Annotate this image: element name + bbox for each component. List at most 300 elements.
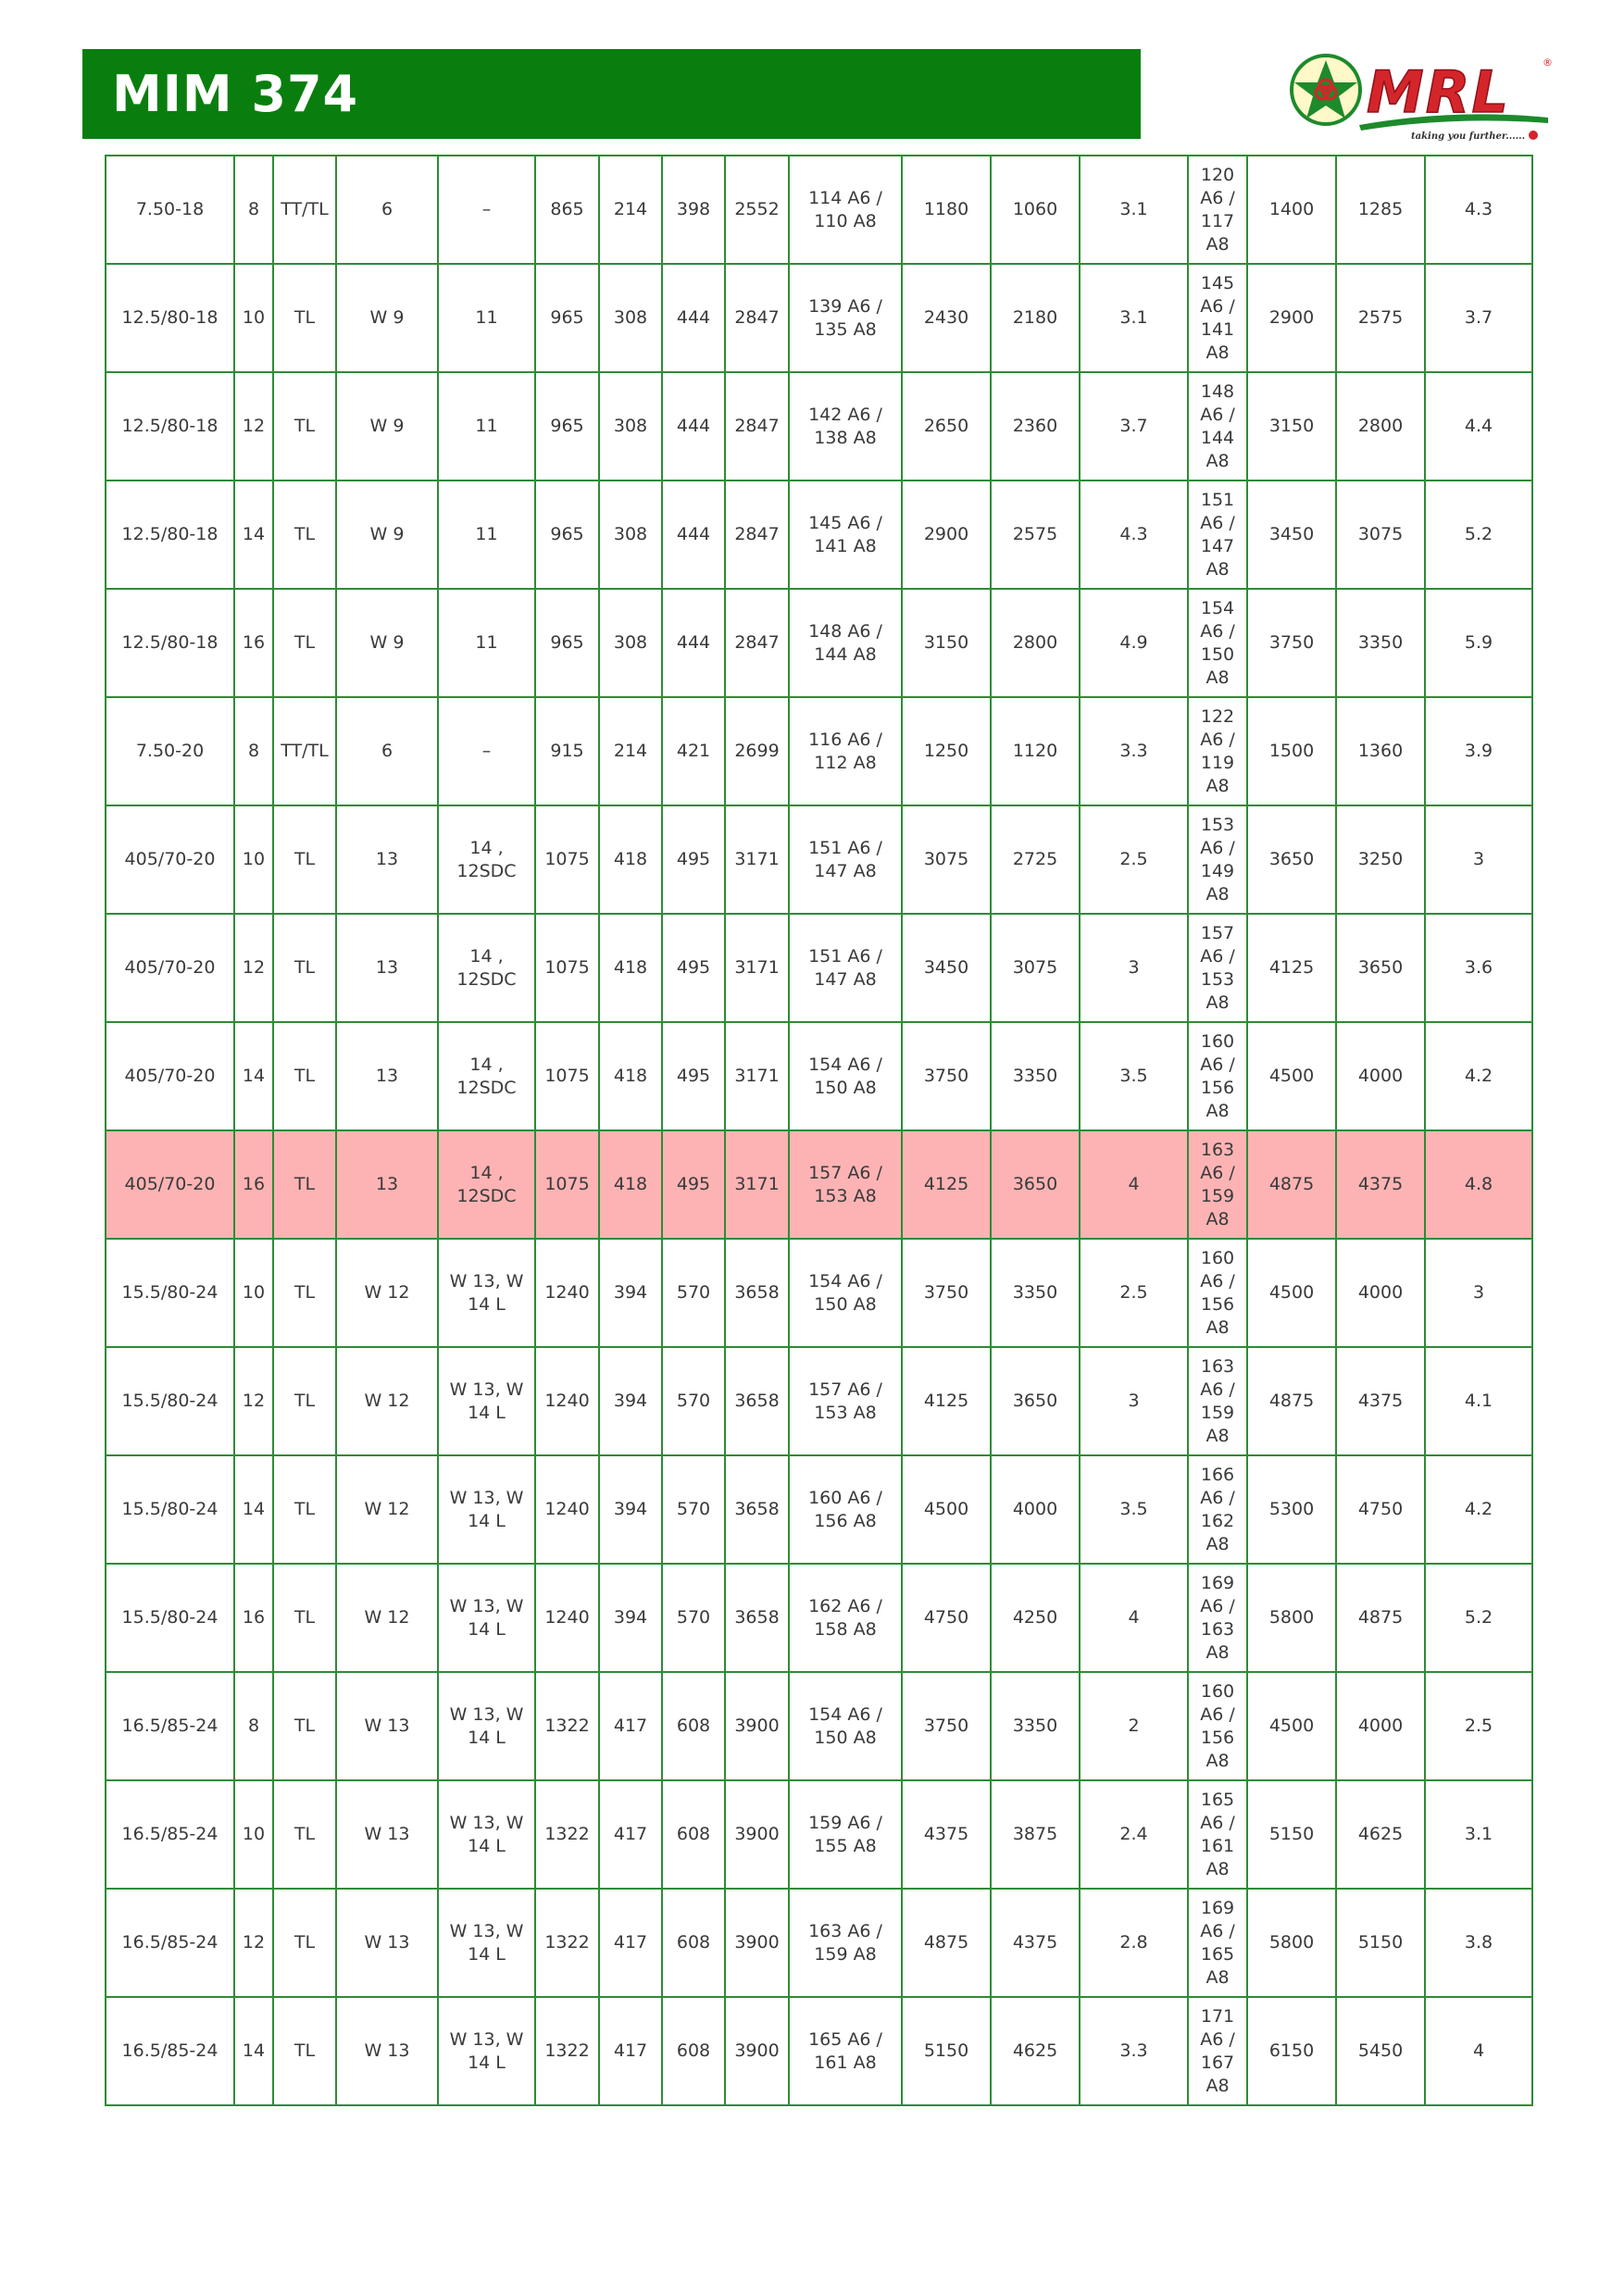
cell-load-a8: 4625	[991, 1997, 1080, 2105]
cell-load-index-b: 153 A6 / 149 A8	[1188, 805, 1247, 914]
cell-diameter: 915	[535, 697, 599, 805]
cell-alt-rim: 11	[438, 372, 535, 480]
table-row	[106, 1780, 1532, 1889]
table-row	[106, 914, 1532, 1022]
cell-size: 15.5/80-24	[106, 1239, 234, 1347]
cell-pressure-a: 3.1	[1080, 156, 1188, 264]
cell-load-b8: 3250	[1336, 805, 1425, 914]
cell-static-radius: 570	[662, 1564, 725, 1672]
cell-pressure-b: 3	[1425, 805, 1532, 914]
cell-load-b6: 3650	[1247, 805, 1336, 914]
cell-width: 308	[599, 264, 662, 372]
cell-pressure-b: 3.8	[1425, 1889, 1532, 1997]
cell-tube-type: TL	[273, 1672, 336, 1780]
cell-load-b8: 2575	[1336, 264, 1425, 372]
cell-width: 418	[599, 914, 662, 1022]
cell-load-b6: 4125	[1247, 914, 1336, 1022]
cell-size: 7.50-20	[106, 697, 234, 805]
cell-load-index-a: 114 A6 / 110 A8	[789, 156, 902, 264]
cell-ply-rating: 10	[234, 805, 273, 914]
cell-size: 16.5/85-24	[106, 1672, 234, 1780]
cell-tube-type: TL	[273, 1564, 336, 1672]
cell-pressure-b: 4	[1425, 1997, 1532, 2105]
cell-load-index-b: 145 A6 / 141 A8	[1188, 264, 1247, 372]
cell-load-index-b: 122 A6 / 119 A8	[1188, 697, 1247, 805]
cell-alt-rim: W 13, W 14 L	[438, 1564, 535, 1672]
cell-pressure-a: 4.9	[1080, 589, 1188, 697]
cell-load-a8: 4250	[991, 1564, 1080, 1672]
cell-pressure-a: 3.5	[1080, 1022, 1188, 1130]
cell-diameter: 1075	[535, 805, 599, 914]
cell-pressure-b: 4.2	[1425, 1022, 1532, 1130]
cell-rim: W 13	[336, 1889, 438, 1997]
svg-text:MRL: MRL	[1367, 58, 1510, 126]
table-row	[106, 1130, 1532, 1239]
table-row	[106, 1564, 1532, 1672]
cell-pressure-b: 3.6	[1425, 914, 1532, 1022]
cell-load-b8: 4625	[1336, 1780, 1425, 1889]
svg-text:®: ®	[1543, 56, 1553, 69]
table-row	[106, 372, 1532, 480]
cell-load-index-b: 160 A6 / 156 A8	[1188, 1672, 1247, 1780]
cell-rolling-circumference: 2552	[725, 156, 789, 264]
cell-load-index-b: 171 A6 / 167 A8	[1188, 1997, 1247, 2105]
cell-rolling-circumference: 3658	[725, 1347, 789, 1455]
cell-alt-rim: W 13, W 14 L	[438, 1455, 535, 1564]
table-row	[106, 1022, 1532, 1130]
cell-tube-type: TL	[273, 1239, 336, 1347]
table-body	[106, 156, 1532, 2105]
cell-static-radius: 570	[662, 1347, 725, 1455]
cell-load-a6: 3450	[902, 914, 991, 1022]
cell-load-b8: 1360	[1336, 697, 1425, 805]
cell-width: 417	[599, 1889, 662, 1997]
cell-tube-type: TT/TL	[273, 697, 336, 805]
cell-load-a8: 3350	[991, 1672, 1080, 1780]
cell-pressure-a: 4	[1080, 1564, 1188, 1672]
cell-ply-rating: 12	[234, 372, 273, 480]
cell-load-b6: 3750	[1247, 589, 1336, 697]
cell-pressure-a: 3.7	[1080, 372, 1188, 480]
cell-load-a6: 3750	[902, 1022, 991, 1130]
cell-size: 405/70-20	[106, 805, 234, 914]
cell-alt-rim: 11	[438, 480, 535, 589]
cell-size: 12.5/80-18	[106, 264, 234, 372]
cell-load-b8: 1285	[1336, 156, 1425, 264]
cell-diameter: 1075	[535, 914, 599, 1022]
cell-size: 405/70-20	[106, 1130, 234, 1239]
cell-pressure-b: 4.1	[1425, 1347, 1532, 1455]
cell-rolling-circumference: 3658	[725, 1239, 789, 1347]
cell-load-a6: 1180	[902, 156, 991, 264]
cell-static-radius: 444	[662, 589, 725, 697]
cell-static-radius: 421	[662, 697, 725, 805]
cell-rolling-circumference: 2847	[725, 589, 789, 697]
cell-pressure-b: 4.8	[1425, 1130, 1532, 1239]
cell-load-a6: 4125	[902, 1130, 991, 1239]
cell-static-radius: 495	[662, 805, 725, 914]
cell-rolling-circumference: 3900	[725, 1889, 789, 1997]
cell-rim: W 12	[336, 1564, 438, 1672]
cell-alt-rim: 14 , 12SDC	[438, 805, 535, 914]
cell-alt-rim: W 13, W 14 L	[438, 1347, 535, 1455]
cell-diameter: 1240	[535, 1239, 599, 1347]
cell-diameter: 1322	[535, 1780, 599, 1889]
cell-size: 12.5/80-18	[106, 480, 234, 589]
cell-alt-rim: 14 , 12SDC	[438, 1022, 535, 1130]
cell-static-radius: 398	[662, 156, 725, 264]
cell-alt-rim: –	[438, 697, 535, 805]
cell-tube-type: TT/TL	[273, 156, 336, 264]
cell-size: 12.5/80-18	[106, 589, 234, 697]
cell-width: 417	[599, 1672, 662, 1780]
cell-load-a8: 3875	[991, 1780, 1080, 1889]
cell-rim: W 13	[336, 1672, 438, 1780]
cell-load-index-a: 154 A6 / 150 A8	[789, 1022, 902, 1130]
cell-load-b8: 4375	[1336, 1130, 1425, 1239]
title-bar	[82, 49, 1141, 139]
cell-pressure-b: 3	[1425, 1239, 1532, 1347]
cell-rolling-circumference: 3900	[725, 1997, 789, 2105]
cell-load-a8: 4375	[991, 1889, 1080, 1997]
table-row	[106, 156, 1532, 264]
cell-load-index-b: 160 A6 / 156 A8	[1188, 1239, 1247, 1347]
cell-rim: W 9	[336, 372, 438, 480]
cell-size: 7.50-18	[106, 156, 234, 264]
cell-size: 16.5/85-24	[106, 1997, 234, 2105]
cell-diameter: 965	[535, 372, 599, 480]
cell-load-index-b: 120 A6 / 117 A8	[1188, 156, 1247, 264]
cell-load-b8: 3650	[1336, 914, 1425, 1022]
cell-rolling-circumference: 3658	[725, 1455, 789, 1564]
cell-load-index-a: 165 A6 / 161 A8	[789, 1997, 902, 2105]
cell-rolling-circumference: 3658	[725, 1564, 789, 1672]
cell-pressure-a: 2	[1080, 1672, 1188, 1780]
cell-load-a8: 2575	[991, 480, 1080, 589]
cell-diameter: 965	[535, 264, 599, 372]
cell-diameter: 1240	[535, 1455, 599, 1564]
cell-load-b8: 4375	[1336, 1347, 1425, 1455]
cell-load-b6: 6150	[1247, 1997, 1336, 2105]
cell-tube-type: TL	[273, 480, 336, 589]
cell-load-index-b: 163 A6 / 159 A8	[1188, 1347, 1247, 1455]
cell-load-b6: 5800	[1247, 1889, 1336, 1997]
cell-alt-rim: W 13, W 14 L	[438, 1889, 535, 1997]
cell-static-radius: 608	[662, 1672, 725, 1780]
cell-rim: 13	[336, 914, 438, 1022]
table-row	[106, 589, 1532, 697]
cell-ply-rating: 14	[234, 1022, 273, 1130]
cell-rolling-circumference: 3900	[725, 1780, 789, 1889]
cell-tube-type: TL	[273, 1347, 336, 1455]
cell-pressure-b: 2.5	[1425, 1672, 1532, 1780]
cell-tube-type: TL	[273, 1889, 336, 1997]
cell-ply-rating: 12	[234, 1347, 273, 1455]
cell-load-index-a: 160 A6 / 156 A8	[789, 1455, 902, 1564]
cell-load-a6: 4750	[902, 1564, 991, 1672]
cell-static-radius: 444	[662, 264, 725, 372]
cell-width: 394	[599, 1564, 662, 1672]
cell-width: 214	[599, 156, 662, 264]
cell-load-b6: 4875	[1247, 1347, 1336, 1455]
cell-rim: W 13	[336, 1997, 438, 2105]
cell-size: 16.5/85-24	[106, 1889, 234, 1997]
cell-rolling-circumference: 3171	[725, 805, 789, 914]
cell-load-a6: 5150	[902, 1997, 991, 2105]
cell-static-radius: 495	[662, 1130, 725, 1239]
cell-load-a8: 2800	[991, 589, 1080, 697]
cell-load-a8: 2725	[991, 805, 1080, 914]
cell-load-index-b: 165 A6 / 161 A8	[1188, 1780, 1247, 1889]
cell-static-radius: 570	[662, 1455, 725, 1564]
cell-size: 405/70-20	[106, 1022, 234, 1130]
cell-load-b6: 5800	[1247, 1564, 1336, 1672]
cell-load-a6: 2430	[902, 264, 991, 372]
table-row	[106, 1347, 1532, 1455]
cell-pressure-b: 3.1	[1425, 1780, 1532, 1889]
cell-static-radius: 608	[662, 1780, 725, 1889]
table-row	[106, 1997, 1532, 2105]
cell-pressure-b: 3.7	[1425, 264, 1532, 372]
cell-rim: W 12	[336, 1239, 438, 1347]
cell-width: 418	[599, 1130, 662, 1239]
table-row	[106, 1889, 1532, 1997]
cell-load-b8: 4750	[1336, 1455, 1425, 1564]
cell-width: 417	[599, 1997, 662, 2105]
cell-pressure-b: 4.4	[1425, 372, 1532, 480]
cell-ply-rating: 10	[234, 1239, 273, 1347]
cell-tube-type: TL	[273, 1780, 336, 1889]
cell-pressure-b: 4.2	[1425, 1455, 1532, 1564]
cell-load-a8: 3350	[991, 1022, 1080, 1130]
cell-load-a8: 3650	[991, 1347, 1080, 1455]
cell-rolling-circumference: 3171	[725, 1130, 789, 1239]
cell-load-b8: 4000	[1336, 1022, 1425, 1130]
cell-load-b6: 1400	[1247, 156, 1336, 264]
cell-load-a8: 3350	[991, 1239, 1080, 1347]
cell-load-a8: 1120	[991, 697, 1080, 805]
cell-pressure-a: 4	[1080, 1130, 1188, 1239]
cell-pressure-a: 3.3	[1080, 1997, 1188, 2105]
cell-ply-rating: 12	[234, 1889, 273, 1997]
cell-rim: 13	[336, 805, 438, 914]
cell-load-index-a: 139 A6 / 135 A8	[789, 264, 902, 372]
cell-diameter: 1322	[535, 1997, 599, 2105]
cell-load-a6: 1250	[902, 697, 991, 805]
cell-load-index-a: 157 A6 / 153 A8	[789, 1130, 902, 1239]
cell-pressure-a: 3.1	[1080, 264, 1188, 372]
cell-rim: 13	[336, 1022, 438, 1130]
cell-size: 12.5/80-18	[106, 372, 234, 480]
cell-load-index-a: 154 A6 / 150 A8	[789, 1672, 902, 1780]
cell-pressure-b: 5.2	[1425, 480, 1532, 589]
cell-diameter: 1322	[535, 1672, 599, 1780]
cell-pressure-a: 3	[1080, 914, 1188, 1022]
cell-alt-rim: 11	[438, 264, 535, 372]
cell-width: 394	[599, 1455, 662, 1564]
cell-tube-type: TL	[273, 1455, 336, 1564]
cell-load-index-b: 157 A6 / 153 A8	[1188, 914, 1247, 1022]
cell-load-a8: 1060	[991, 156, 1080, 264]
cell-load-a6: 4125	[902, 1347, 991, 1455]
svg-text:taking you further......: taking you further......	[1411, 131, 1526, 142]
cell-pressure-a: 2.4	[1080, 1780, 1188, 1889]
cell-load-a6: 3150	[902, 589, 991, 697]
cell-rolling-circumference: 3171	[725, 1022, 789, 1130]
cell-rim: 13	[336, 1130, 438, 1239]
cell-load-index-a: 148 A6 / 144 A8	[789, 589, 902, 697]
cell-width: 418	[599, 805, 662, 914]
cell-rolling-circumference: 3171	[725, 914, 789, 1022]
cell-load-b8: 3075	[1336, 480, 1425, 589]
cell-ply-rating: 16	[234, 1564, 273, 1672]
cell-load-b6: 2900	[1247, 264, 1336, 372]
cell-ply-rating: 8	[234, 697, 273, 805]
cell-tube-type: TL	[273, 1130, 336, 1239]
cell-load-b6: 4500	[1247, 1239, 1336, 1347]
cell-rim: 6	[336, 697, 438, 805]
cell-ply-rating: 10	[234, 1780, 273, 1889]
cell-load-b8: 4875	[1336, 1564, 1425, 1672]
cell-load-a6: 4500	[902, 1455, 991, 1564]
cell-alt-rim: W 13, W 14 L	[438, 1780, 535, 1889]
cell-load-a8: 3650	[991, 1130, 1080, 1239]
cell-load-index-b: 169 A6 / 165 A8	[1188, 1889, 1247, 1997]
cell-pressure-b: 5.9	[1425, 589, 1532, 697]
cell-load-index-a: 159 A6 / 155 A8	[789, 1780, 902, 1889]
cell-load-index-b: 166 A6 / 162 A8	[1188, 1455, 1247, 1564]
cell-load-b6: 4500	[1247, 1022, 1336, 1130]
cell-diameter: 965	[535, 480, 599, 589]
cell-ply-rating: 14	[234, 1455, 273, 1564]
cell-load-index-a: 151 A6 / 147 A8	[789, 805, 902, 914]
cell-rim: W 9	[336, 480, 438, 589]
cell-width: 418	[599, 1022, 662, 1130]
cell-tube-type: TL	[273, 805, 336, 914]
cell-pressure-b: 5.2	[1425, 1564, 1532, 1672]
cell-ply-rating: 10	[234, 264, 273, 372]
cell-ply-rating: 8	[234, 1672, 273, 1780]
cell-static-radius: 608	[662, 1889, 725, 1997]
cell-load-b6: 1500	[1247, 697, 1336, 805]
cell-load-index-a: 154 A6 / 150 A8	[789, 1239, 902, 1347]
cell-tube-type: TL	[273, 1997, 336, 2105]
cell-load-b6: 3150	[1247, 372, 1336, 480]
cell-load-a8: 2360	[991, 372, 1080, 480]
tyre-spec-table	[105, 155, 1533, 2106]
cell-alt-rim: W 13, W 14 L	[438, 1997, 535, 2105]
cell-size: 15.5/80-24	[106, 1564, 234, 1672]
cell-load-b6: 4500	[1247, 1672, 1336, 1780]
cell-width: 394	[599, 1347, 662, 1455]
cell-load-b6: 4875	[1247, 1130, 1336, 1239]
cell-rim: W 13	[336, 1780, 438, 1889]
cell-static-radius: 608	[662, 1997, 725, 2105]
cell-load-a8: 2180	[991, 264, 1080, 372]
cell-tube-type: TL	[273, 1022, 336, 1130]
table-row	[106, 1672, 1532, 1780]
cell-diameter: 1075	[535, 1130, 599, 1239]
cell-load-a6: 3750	[902, 1672, 991, 1780]
page-title: MIM 374	[112, 65, 359, 123]
cell-load-index-a: 163 A6 / 159 A8	[789, 1889, 902, 1997]
cell-pressure-a: 4.3	[1080, 480, 1188, 589]
cell-ply-rating: 16	[234, 589, 273, 697]
cell-load-index-b: 169 A6 / 163 A8	[1188, 1564, 1247, 1672]
cell-load-index-b: 154 A6 / 150 A8	[1188, 589, 1247, 697]
cell-load-a8: 4000	[991, 1455, 1080, 1564]
cell-static-radius: 444	[662, 372, 725, 480]
cell-ply-rating: 8	[234, 156, 273, 264]
cell-rolling-circumference: 2847	[725, 480, 789, 589]
cell-static-radius: 570	[662, 1239, 725, 1347]
cell-load-b8: 3350	[1336, 589, 1425, 697]
cell-load-a6: 2900	[902, 480, 991, 589]
cell-pressure-a: 2.5	[1080, 1239, 1188, 1347]
cell-load-index-b: 151 A6 / 147 A8	[1188, 480, 1247, 589]
cell-load-b8: 5150	[1336, 1889, 1425, 1997]
cell-tube-type: TL	[273, 264, 336, 372]
brand-logo	[1287, 51, 1555, 144]
cell-load-b8: 4000	[1336, 1239, 1425, 1347]
cell-diameter: 865	[535, 156, 599, 264]
cell-load-a6: 2650	[902, 372, 991, 480]
cell-ply-rating: 12	[234, 914, 273, 1022]
cell-ply-rating: 14	[234, 1997, 273, 2105]
cell-load-b6: 5300	[1247, 1455, 1336, 1564]
cell-rim: 6	[336, 156, 438, 264]
cell-tube-type: TL	[273, 372, 336, 480]
cell-width: 308	[599, 372, 662, 480]
cell-load-b8: 5450	[1336, 1997, 1425, 2105]
cell-static-radius: 495	[662, 1022, 725, 1130]
cell-alt-rim: 14 , 12SDC	[438, 914, 535, 1022]
cell-size: 405/70-20	[106, 914, 234, 1022]
cell-load-index-a: 116 A6 / 112 A8	[789, 697, 902, 805]
cell-ply-rating: 16	[234, 1130, 273, 1239]
cell-load-a6: 4375	[902, 1780, 991, 1889]
cell-load-b6: 3450	[1247, 480, 1336, 589]
cell-load-a6: 3750	[902, 1239, 991, 1347]
cell-diameter: 965	[535, 589, 599, 697]
cell-tube-type: TL	[273, 589, 336, 697]
mrl-logo-icon	[1287, 51, 1555, 144]
cell-diameter: 1240	[535, 1564, 599, 1672]
cell-alt-rim: W 13, W 14 L	[438, 1672, 535, 1780]
table-row	[106, 1455, 1532, 1564]
cell-width: 394	[599, 1239, 662, 1347]
cell-load-index-a: 145 A6 / 141 A8	[789, 480, 902, 589]
table-row	[106, 264, 1532, 372]
cell-rim: W 9	[336, 589, 438, 697]
cell-alt-rim: W 13, W 14 L	[438, 1239, 535, 1347]
cell-load-index-a: 157 A6 / 153 A8	[789, 1347, 902, 1455]
table-row	[106, 1239, 1532, 1347]
cell-diameter: 1075	[535, 1022, 599, 1130]
cell-pressure-b: 4.3	[1425, 156, 1532, 264]
cell-load-index-a: 142 A6 / 138 A8	[789, 372, 902, 480]
cell-rim: W 12	[336, 1455, 438, 1564]
cell-size: 15.5/80-24	[106, 1455, 234, 1564]
cell-alt-rim: 11	[438, 589, 535, 697]
cell-load-index-a: 162 A6 / 158 A8	[789, 1564, 902, 1672]
cell-load-index-b: 148 A6 / 144 A8	[1188, 372, 1247, 480]
cell-load-index-b: 160 A6 / 156 A8	[1188, 1022, 1247, 1130]
cell-pressure-b: 3.9	[1425, 697, 1532, 805]
cell-load-b8: 2800	[1336, 372, 1425, 480]
cell-diameter: 1322	[535, 1889, 599, 1997]
cell-load-b6: 5150	[1247, 1780, 1336, 1889]
